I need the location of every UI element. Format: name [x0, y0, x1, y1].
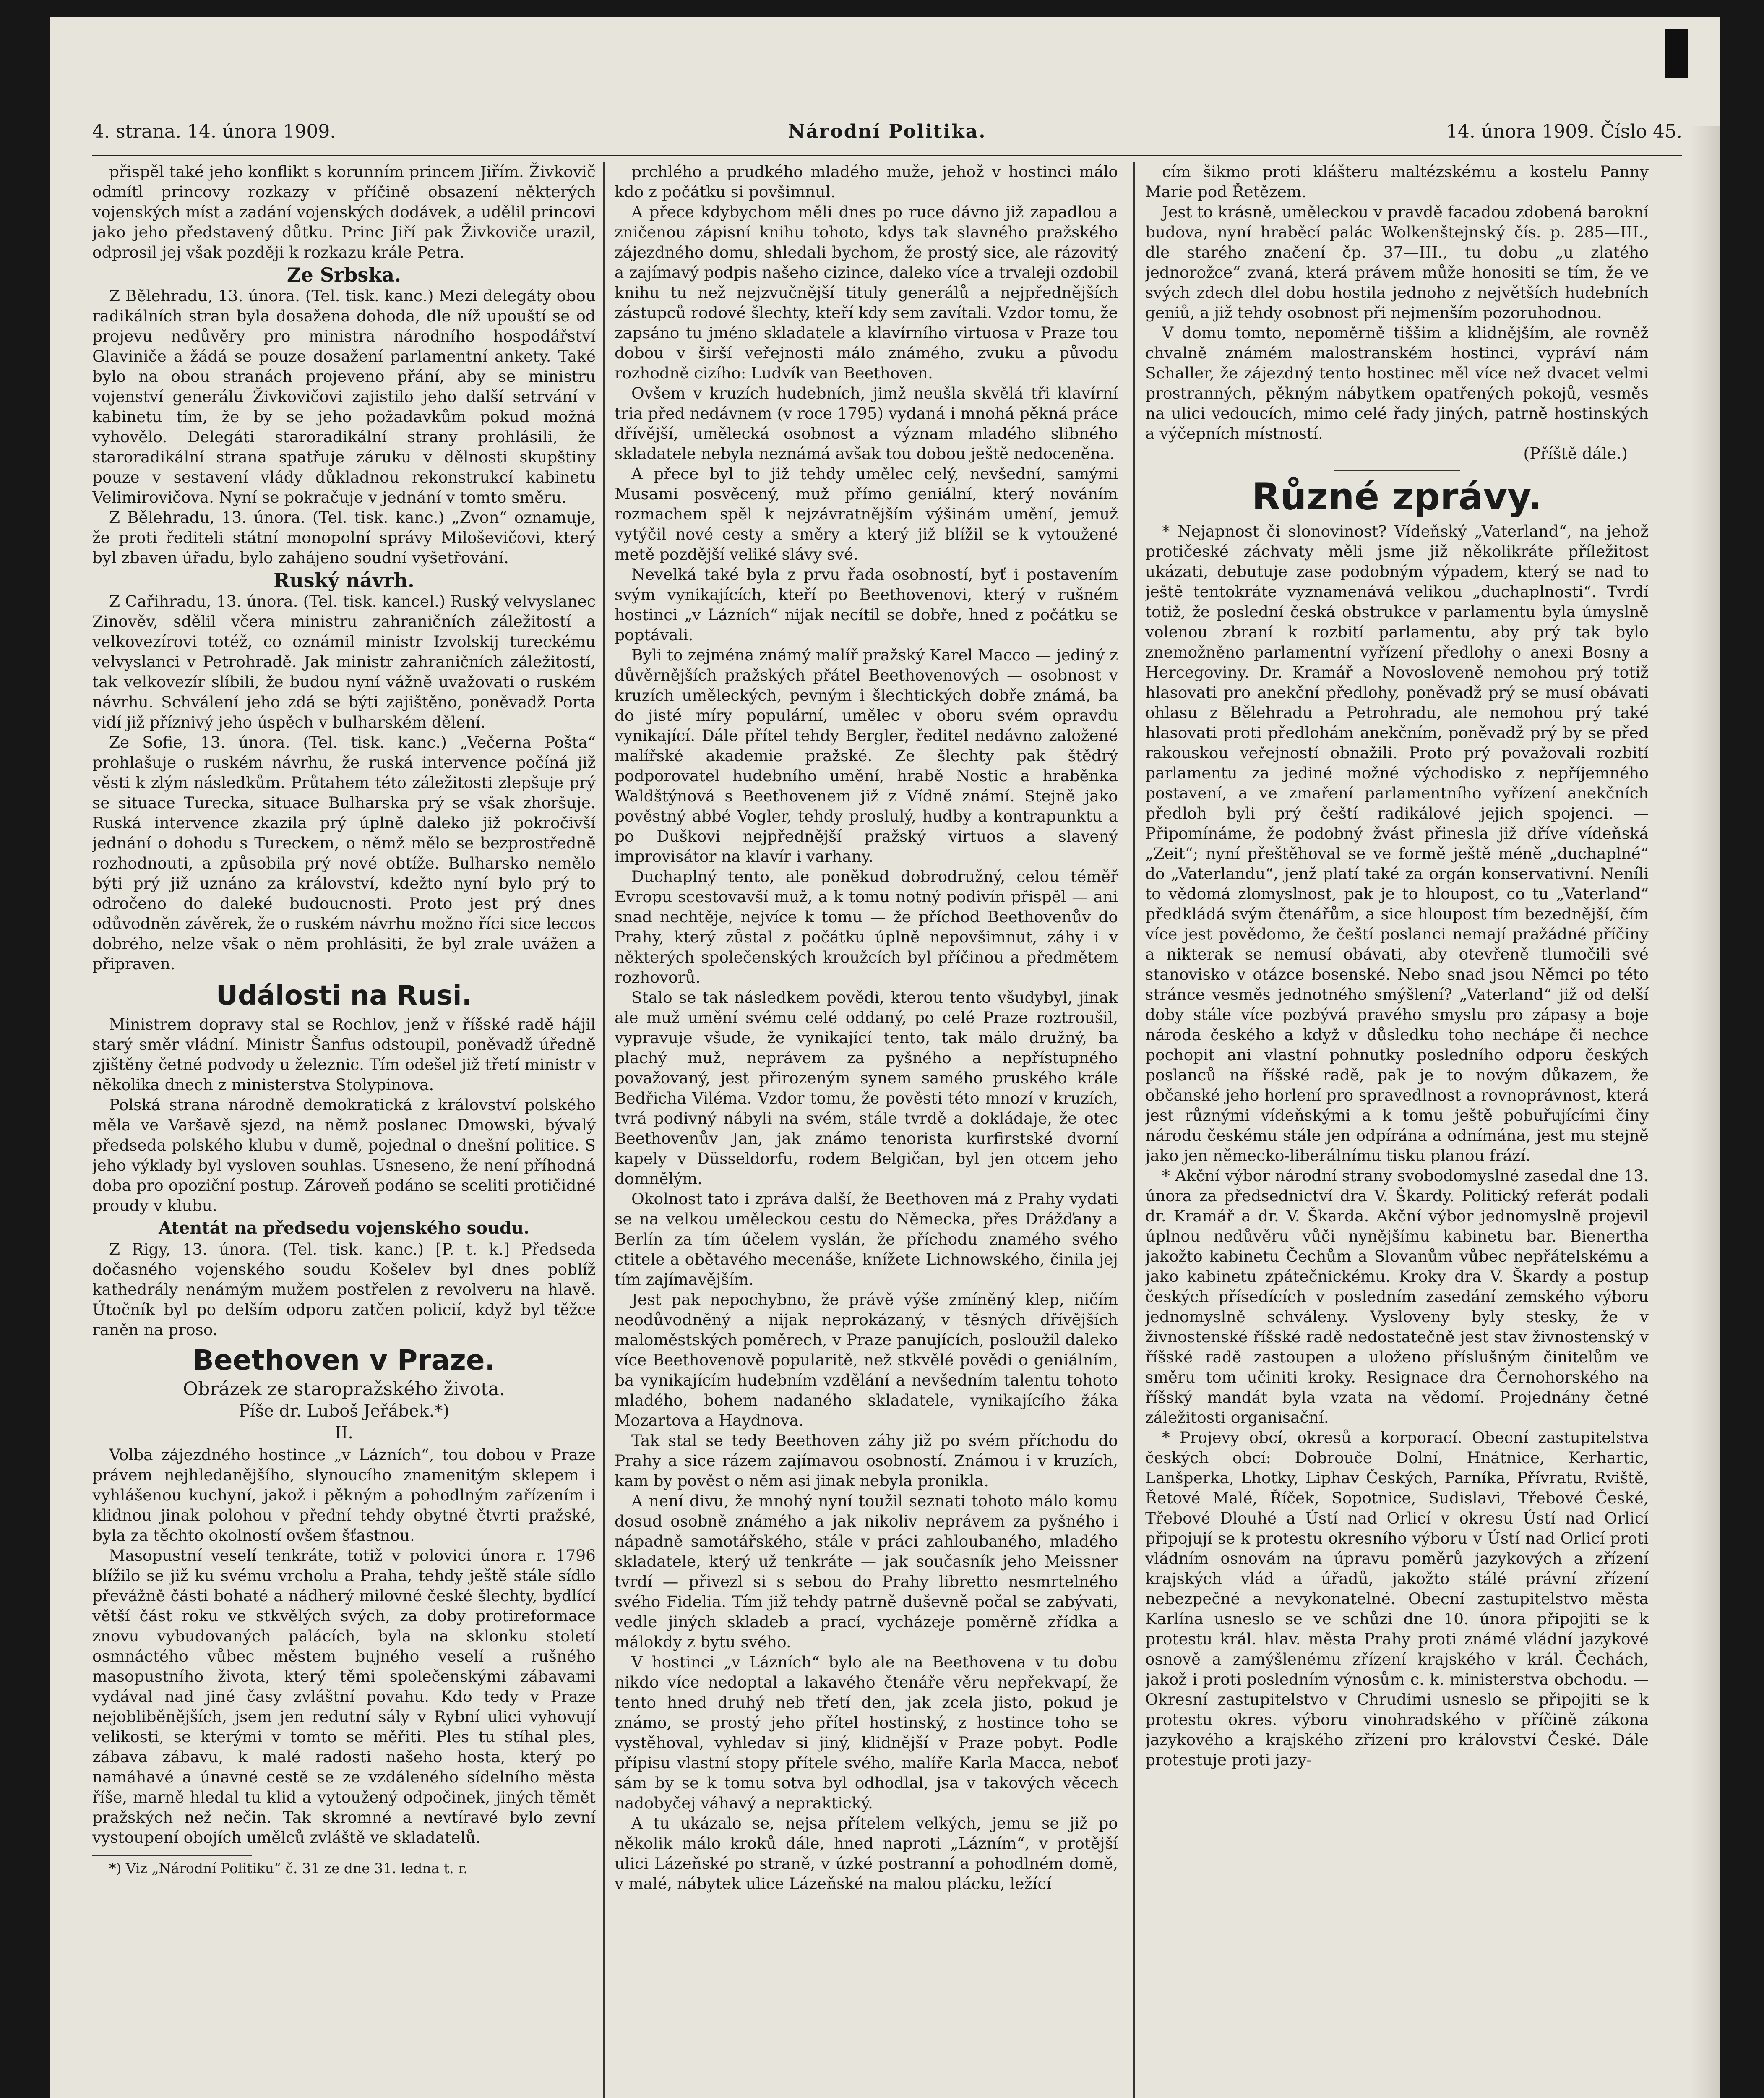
section-heading-russian-proposal: Ruský návrh.: [274, 569, 414, 592]
paragraph: Tak stal se tedy Beethoven záhy již po svém příchodu do Prahy a sice rázem zajímavou osobností. Známou i v kruzích, kam by pověst o něm asi jinak nebyla pronikla.: [615, 1431, 1118, 1490]
column-divider: [1133, 162, 1135, 2098]
paragraph: A není divu, že mnohý nyní toužil seznati tohoto málo komu dosud osobně známého a jak nikoliv neprávem za pyšného i nápadně samotářského, stále v práci zahloubaného, mladého skladatele, který už tenkráte — jak současník jeho Meissner tvrdí — přivezl si s sebou do Prahy libretto nesmrtelného svého Fidelia. Tím již tehdy patrně duševně počal se zabývati, vedle jiných skladeb a prací, vycházeje poměrně zřídka a málokdy z bytu svého.: [615, 1492, 1118, 1651]
page-header: [92, 117, 1682, 156]
paragraph: prchlého a prudkého mladého muže, jehož v hostinci málo kdo z počátku si povšimnul.: [615, 162, 1118, 201]
paragraph: A přece byl to již tehdy umělec celý, nevšední, samými Musami posvěcený, muž přímo geniální, který nováním rozmachem spěl k nejzávratnějším výšinám umění, jemuž vytýčil nové cesty a směry a který již blížil se k vytoužené metě pozdější veliké slávy své.: [615, 464, 1118, 564]
corner-mark: [1665, 29, 1688, 78]
paragraph: V hostinci „v Lázních“ bylo ale na Beethovena v tu dobu nikdo více nedoptal a lakavého čtenáře věru nepřekvapí, že tento hned druhý neb třetí den, jak zcela jisto, pokud je známo, se prostý jeho přítel hostinský, z hostince toho se vystěhoval, vyhledav si jiný, klidnější v Praze pobyt. Podle přípisu vlastní stopy přítele svého, malíře Karla Macca, neboť sám by se k tomu sotva byl odhodlal, jsa v takových věcech nadobyčej váhavý a nepraktický.: [615, 1653, 1118, 1812]
page-edge-shading: [1691, 126, 1720, 2098]
paragraph: Jest to krásně, uměleckou v pravdě facadou zdobená barokní budova, nyní hraběcí palác Wolkenštejnský čís. p. 285—III., dle starého značení čp. 37—III., tu dobu „u zlatého jednorožce“ zvaná, která právem může honositi se tím, že ve svých zdech dlel dobu hostila jednoho z největších hudebních geniů, a již tehdy osobnost při nejmenším pozoruhodnou.: [1145, 203, 1649, 322]
footnote-divider: [92, 1855, 252, 1856]
paragraph: Masopustní veselí tenkráte, totiž v polovici února r. 1796 blížilo se již ku svému vrcholu a Praha, tehdy ještě stále sídlo převážně části bohaté a nádherý milovné české šlechty, bydlící větší část roku ve stkvělých svých, za doby protireformace znovu vybudovaných palácích, byla na sklonku století osmnáctého vůbec městem bujného veselí a rušného masopustního života, který těmi společenskými zábavami vydával nad jiné časy zvláštní povahu. Kdo tedy v Praze nejobliběnějších, jsem jen redutní sály v Rybní ulici vyhovují velikosti, se kterými v tomto se měřiti. Ples tu stíhal ples, zábava zábavu, k malé radosti našeho hosta, který po namáhavé a únavné cestě se ze vzdáleného sídelního města říše, marně hledal tu klid a vytoužený odpočinek, jiných těmět pražských než nečin. Tak skromné a nevtíravé bylo zevní vystoupení obojích umělců zvláště ve skladatelů.: [92, 1546, 596, 1847]
paragraph: V domu tomto, nepoměrně tiššim a klidnějším, ale rovněž chvalně známém malostranském hostinci, vypráví nám Schaller, že zájezdný tento hostinec měl více než dvacet velmi prostranných, pěkným nábytkem opatřených pokojů, vesměs na ulici vedoucích, mimo celé řady jiných, patrně hostinských a výčepních místností.: [1145, 324, 1649, 443]
paragraph: cím šikmo proti klášteru maltézskému a kostelu Panny Marie pod Řetězem.: [1145, 162, 1649, 201]
section-heading-russia-events: Události na Rusi.: [216, 980, 472, 1011]
paragraph: Ovšem v kruzích hudebních, jimž neušla skvělá tři klavírní tria před nedávnem (v roce 1795) vydaná i mnohá pěkná práce dřívější, umělecká osobnost a význam mladého slibného skladatele nebyla neznámá avšak tou dobou ještě nedoceněna.: [615, 384, 1118, 463]
paragraph: * Nejapnost či slonovinost? Vídeňský „Vaterland“, na jehož protičeské záchvaty měli jsme již několikráte příležitost ukázati, debutuje zase podobným výpadem, který se nad to ještě tentokráte vyznamenává velikou „duchaplnosti“. Tvrdí totiž, že poslední česká obstrukce v parlamentu byla úmyslně volenou zbraní k rozbití parlamentu, aby prý tak bylo znemožněno parlamentní vyřízení předlohy o anexi Bosny a Hercegoviny. Dr. Kramář a Novosloveně nemohou prý totiž hlasovati pro anekční předlohy, poněvadž prý se musí obávati ohlasu z Bělehradu a Petrohradu, ale nemohou prý také hlasovati proti předlohám anekčním, poněvadž prý by se před rakouskou veřejností obnažili. Proto prý považovali rozbití parlamentu za jediné možné východisko z nepříjemného postavení, a ve zmaření parlamentního vyřízení anekčních předloh byli prý čeští radikálové jejich spojenci. — Připomínáme, že podobný žvást přinesla již dříve vídeňská „Zeit“; nyní přeštěhoval se ve formě ještě méně „duchaplné“ do „Vaterlandu“, jenž platí také za orgán konservativní. Neníli to vědomá zlomyslnost, pak je to hloupost, co tu „Vaterland“ předkládá svým čtenářům, a sice hloupost tím bezednější, čím více jest povědomo, že čeští poslanci nemají pražádné příčiny a nikterak se nemusí obávati, aby otevřeně tlumočili své stanovisko v otázce bosenské. Nebo snad jsou Němci po této stránce vesměs jednotného smýšlení? „Vaterland“ již od delší doby stále více pozbývá pravého smyslu pro zápasy a boje národa českého a když v důsledku toho nechápe či nechce pochopit ani vlastní pohnutky posledního odporu českých poslanců na říšské radě, pak je to novým důkazem, že občanské jeho horlení pro spravedlnost a rovnoprávnost, která jest různými vídeňskými a k tomu ještě pobuřujícími činy národu českému stále jen odpírána a odnímána, jest mu stejně jako jen německo-liberálnímu tisku planou frází.: [1145, 522, 1649, 1165]
header-issue-number: 14. února 1909. Číslo 45.: [1446, 121, 1682, 142]
paragraph: A přece kdybychom měli dnes po ruce dávno již zapadlou a zničenou zápisní knihu tohoto, kdys tak slavného pražského zájezdného domu, shledali bychom, že prostý sice, ale rázovitý a zajímavý podpis našeho cizince, daleko více a trvaleji ozdobil knihu tu než nejzvučnější tituly generálů a nejpřednějších zástupců rodové šlechty, kteří kdy sem zavítali. Vzdor tomu, že zapsáno tu jméno skladatele a klavírního virtuosa v Praze tou dobou v širší veřejnosti málo známého, zvuku a původu rozhodně cizího: Ludvík van Beethoven.: [615, 203, 1118, 382]
paragraph: Polská strana národně demokratická z království polského měla ve Varšavě sjezd, na němž poslanec Dmowski, bývalý předseda polského klubu v dumě, pojednal o dnešní politice. S jeho výklady byl vysloven souhlas. Usneseno, že není příhodná doba pro opoziční postup. Zároveň podáno se sceliti protičidné proudy v klubu.: [92, 1096, 596, 1215]
paragraph: Z Bělehradu, 13. února. (Tel. tisk. kanc.) Mezi delegáty obou radikálních stran byla dosažena dohoda, dle níž upouští se od projevu nedůvěry pro ministra národního hospodářství Glaviniče a žádá se pouze dosažení parlamentní ankety. Také bylo na obou stranách projeveno přání, aby se ministru vojenství generálu Živkovičovi zajistilo jeho další setrvání v kabinetu tím, že by se jeho požadavkům pokud možná vyhovělo. Delegáti staroradikální strany prohlásili, že staroradikální strana spatřuje záruku v dělnosti skupštiny pouze v sestavení vlády důkladnou rekonstrukcí kabinetu Velimirovičova. Nyní se pokračuje v jednání v tomto směru.: [92, 287, 596, 506]
continued-note: (Příště dále.): [1523, 444, 1628, 463]
header-newspaper-name: Národní Politika.: [788, 121, 987, 142]
article-title-beethoven: Beethoven v Praze.: [193, 1344, 495, 1376]
paragraph: Z Bělehradu, 13. února. (Tel. tisk. kanc.) „Zvon“ oznamuje, že proti řediteli státní monopolní správy Miloševičovi, který byl zbaven úřadu, bylo zahájeno soudní vyšetřování.: [92, 508, 596, 567]
section-divider: [1334, 470, 1460, 471]
paragraph: Duchaplný tento, ale poněkud dobrodružný, celou téměř Evropu scestovavší muž, a k tomu notný podivín přispěl — ani snad nechtěje, nejvíce k tomu — že příchod Beethovenův do Prahy, který zůstal z počátku úplně nepovšimnut, záhy i v některých společenských kroužcích byl příčinou a předmětem rozhovorů.: [615, 867, 1118, 986]
header-page-date: 4. strana. 14. února 1909.: [92, 121, 336, 142]
section-heading-various-news: Různé zprávy.: [1252, 475, 1542, 518]
paragraph: Byli to zejména známý malíř pražský Karel Macco — jediný z důvěrnějších pražských přátel Beethovenových — osobnost v kruzích uměleckých, pevným i šlechtických dobře známá, ba do jisté míry populární, umělec v oboru svém opravdu vynikající. Dále přítel tehdy Bergler, ředitel nedávno založené malířské akademie pražské. Ze šlechty pak štědrý podporovatel hudebního umění, hrabě Nostic a hraběnka Waldštýnová s Beethovenem již z Vídně známí. Stejně jako pověstný abbé Vogler, tehdy proslulý, hudby a kontrapunktu a po Duškovi nejpřednější pražský virtuos a slavený improvisátor na klavír i varhany.: [615, 646, 1118, 866]
article-subtitle: Obrázek ze staropražského života.: [183, 1378, 505, 1400]
paragraph: Volba zájezdného hostince „v Lázních“, tou dobou v Praze právem nejhledanějšího, slynoucího znamenitým sklepem i vyhlášenou kuchyní, jakož i pěkným a pohodlným zařízením i klidnou jinak polohou v přední tehdy obytné čtvrti pražské, byla za těchto okolností ovšem šťastnou.: [92, 1446, 596, 1545]
paragraph: Nevelká také byla z prvu řada osobností, byť i postavením svým vynikajících, kteří po Beethovenovi, který v rušném hostinci „v Lázních“ nijak necítil se dobře, hned z počátku se poptávali.: [615, 565, 1118, 644]
paragraph: Ze Sofie, 13. února. (Tel. tisk. kanc.) „Večerna Pošta“ prohlašuje o ruském návrhu, že ruská intervence počíná již věsti k zlým následkům. Průtahem této záležitosti zlepšuje prý se situace Turecka, situace Bulharska prý se však zhoršuje. Ruská intervence zkazila prý úplně daleko již pokročivší jednání o dohodu s Tureckem, o němž mělo se bezprostředně rozhodnouti, a způsobila prý nové obtíže. Bulharsko nemělo býti prý již uznáno za království, kdežto nyní bylo prý to odročeno do daleké budoucnosti. Proto jest prý dnes odůvodněn závěrek, že o ruském návrhu možno říci sice leccos dobrého, nelze však o něm prohlásiti, že byl zrale uvážen a připraven.: [92, 733, 596, 973]
paragraph: přispěl také jeho konflikt s korunním princem Jiřím. Živkovič odmítl princovy rozkazy v příčině obsazení některých vojenských míst a zadání vojenských dodávek, a udělil princovi jako jeho představený důtku. Princ Jiří pak Živkoviče urazil, odprosil jej však později k rozkazu krále Petra.: [92, 162, 596, 261]
paragraph: * Akční výbor národní strany svobodomyslné zasedal dne 13. února za předsednictví dra V. Škardy. Politický referát podali dr. Kramář a dr. V. Škarda. Akční výbor jednomyslně projevil úplnou nedůvěru vůči nynějšímu kabinetu bar. Bienertha jakožto kabinetu Čechům a Slovanům vůbec nepřátelskému a jako kabinetu zpátečnickému. Kroky dra V. Škardy a postup českých přísedících v posledním zasedání zemského výboru jednomyslně schváleny. Vysloveny byly stesky, že v živnostenské říšské radě nedostatečně jest stav živnostenský v říšské radě zastoupen a uloženo příslušným činitelům ve směru tom učiniti kroky. Resignace dra Černohorského na říšský mandát byla vzata na vědomí. Projednány četné záležitosti organisační.: [1145, 1166, 1649, 1427]
article-part-number: II.: [334, 1423, 354, 1443]
footnote: *) Viz „Národní Politiku“ č. 31 ze dne 31. ledna t. r.: [109, 1860, 468, 1876]
paragraph: * Projevy obcí, okresů a korporací. Obecní zastupitelstva českých obcí: Dobrouče Dolní, Hnátnice, Kerhartic, Lanšperka, Lhotky, Liphav Českých, Parníka, Přívratu, Rviště, Řetové Malé, Říček, Sopotnice, Sudislavi, Třebové České, Třebové Dlouhé a Ústí nad Orlicí v okresu Ústí nad Orlicí připojují se k protestu okresního výboru v Ústí nad Orlicí proti vládním osnovám na úpravu poměrů jazykových a zřízení krajských vlád a úřadů, jakožto stálé právní zřízení nebezpečné a nevykonatelné. Obecní zastupitelstvo města Karlína usneslo se ve schůzi dne 10. února připojiti se k protestu král. hlav. města Prahy proti známé vládní jazykové osnově a zamýšlenému zřízení krajského v král. Čechách, jakož i proti posledním výnosům c. k. ministerstva obchodu. — Okresní zastupitelstvo v Chrudimi usneslo se připojiti se k protestu okres. výboru vinohradského v příčině zákona jazykového a krajského zřízení pro království České. Dále protestuje proti jazy-: [1145, 1428, 1649, 1769]
column-2: [615, 162, 1118, 2098]
paragraph: Stalo se tak následkem povědi, kterou tento všudybyl, jinak ale muž umění svému celé oddaný, po celé Praze roztroušil, vypravuje všude, že vynikající tento, tak málo družný, ba plachý muž, neprávem za pyšného a nepřístupného považovaný, jest přirozeným synem samého pruského krále Bedřicha Viléma. Vzdor tomu, že pověsti této mnozí v kruzích, tvrá podivný nábyli na svém, stále tvrdě a dokládaje, že otec Beethovenův Jan, jak známo tenorista kurfirstské dvorní kapely v Düsseldorfu, rodem Belgičan, byl jen otcem jeho domnělým.: [615, 988, 1118, 1188]
paragraph: Z Rigy, 13. února. (Tel. tisk. kanc.) [P. t. k.] Předseda dočasného vojenského soudu Košelev byl dnes poblíž kathedrály nenámým mužem postřelen z revolveru na hlavě. Útočník byl po delším odporu zatčen policií, když byl těžce raněn na proso.: [92, 1240, 596, 1339]
section-heading-serbia: Ze Srbska.: [287, 264, 401, 286]
paragraph: A tu ukázalo se, nejsa přítelem velkých, jemu se již po několik málo kroků dále, hned naproti „Lázním“, v protější ulici Lázeňské po straně, v úzké postranní a pohodlném domě, v malé, nábytek ulice Lázeňské na malou plácku, ležící: [615, 1814, 1118, 1893]
paragraph: Z Cařihradu, 13. února. (Tel. tisk. kancel.) Ruský velvyslanec Zinověv, sdělil včera ministru zahraničních záležitostí a velkovezírovi totéž, co oznámil ministr Izvolskij tureckému velvyslanci v Petrohradě. Jak ministr zahraničních záležitostí, tak velkovezír slíbili, že budou nyní vážně uvažovati o ruském návrhu. Schválení jeho zdá se býti zajištěno, poněvadž Porta vidí již příznivý jeho úspěch v bulharském dělení.: [92, 592, 596, 731]
column-3: [1145, 162, 1649, 2098]
column-divider: [603, 162, 605, 2098]
paragraph: Jest pak nepochybno, že právě výše zmíněný klep, ničím neodůvodněný a nijak neprokázaný, v těsných dřívějších maloměstských poměrech, v Praze panujících, posloužil daleko více Beethovenově popularitě, než stkvělé povědi o geniálním, ba vynikajícím hudebním vzdělání a nevšedním talentu tohoto mladého, bohem nadaného skladatele, vynikajícího žáka Mozartova a Haydnova.: [615, 1290, 1118, 1430]
paragraph: Ministrem dopravy stal se Rochlov, jenž v říšské radě hájil starý směr vládní. Ministr Šanfus odstoupil, poněvadž úředně zjištěny četné podvody u železnic. Tím odešel již třetí ministr v několika dnech z ministerstva Stolypinova.: [92, 1015, 596, 1094]
section-heading-assassination: Atentát na předsedu vojenského soudu.: [158, 1218, 530, 1238]
column-1: [92, 162, 596, 2098]
article-byline: Píše dr. Luboš Jeřábek.*): [238, 1401, 450, 1421]
newspaper-page: [50, 17, 1720, 2098]
paragraph: Okolnost tato i zpráva další, že Beethoven má z Prahy vydati se na velkou uměleckou cestu do Německa, přes Drážďany a Berlín za tím účelem vyslán, že příchodu znamého svého ctitele a obětavého mecenáše, knížete Lichnowského, činila jej tím zajímavějším.: [615, 1190, 1118, 1289]
